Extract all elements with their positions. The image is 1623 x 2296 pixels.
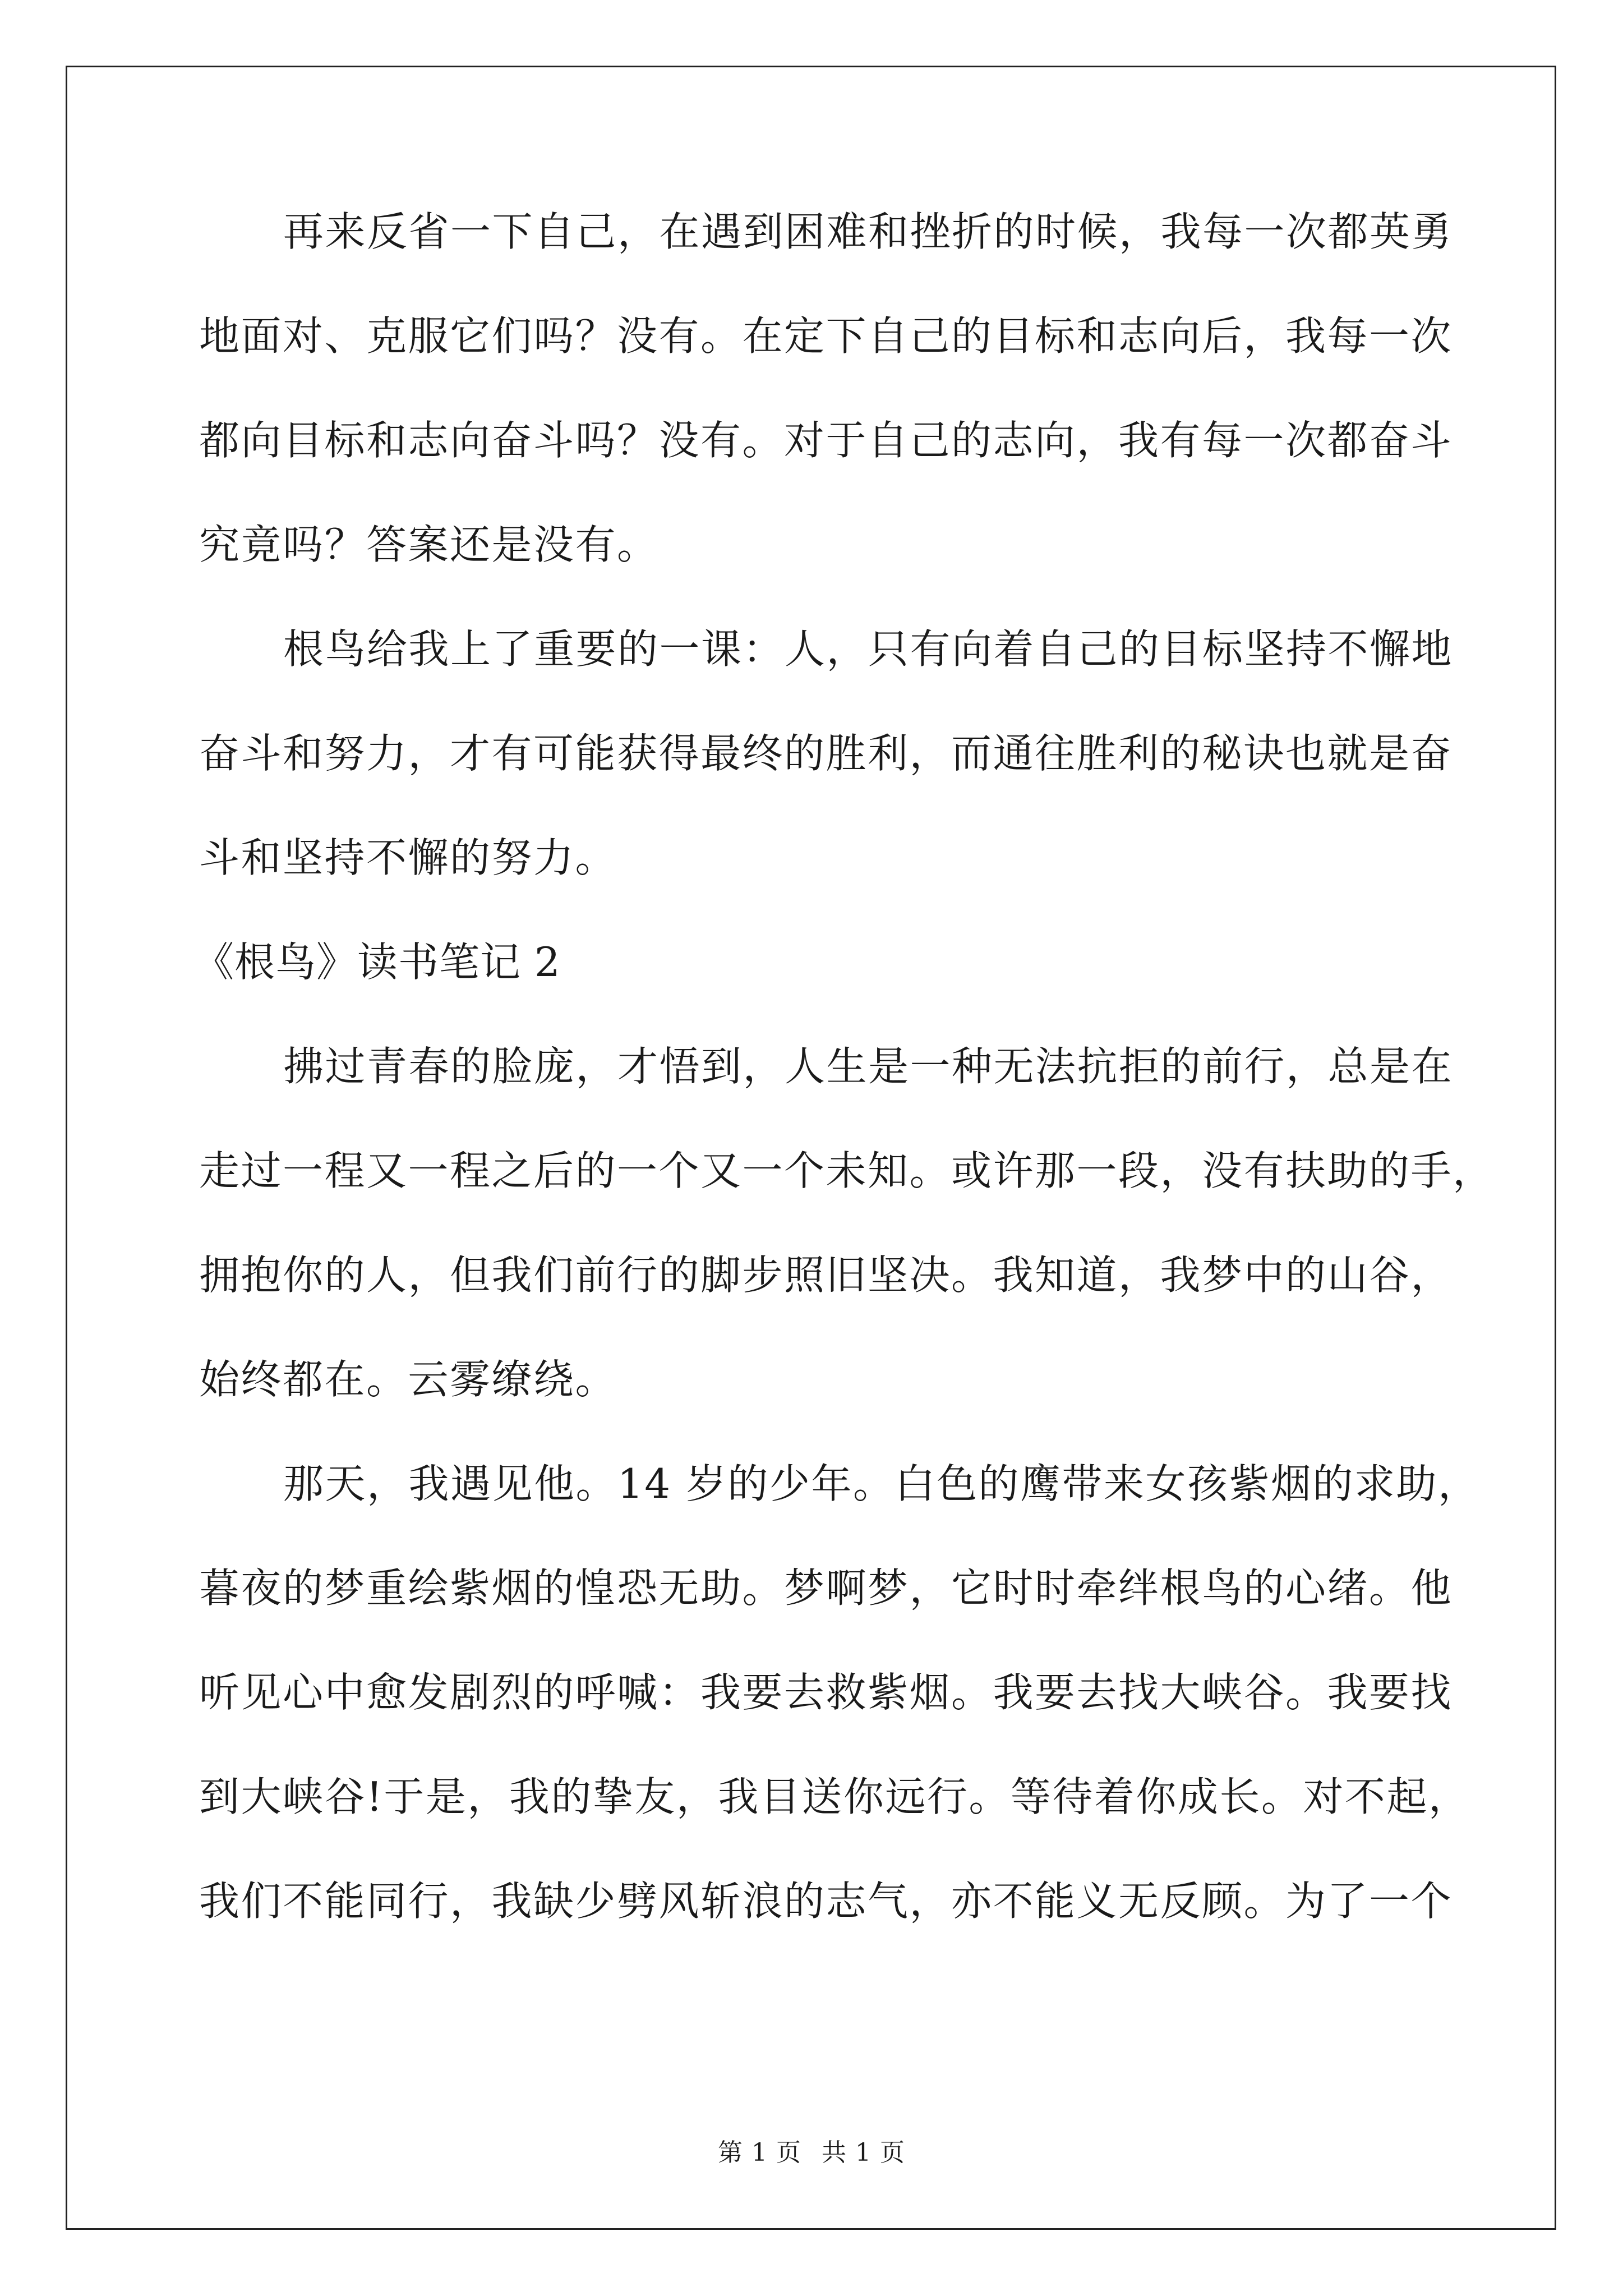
- section-heading: 《根鸟》读书笔记 2: [193, 938, 561, 986]
- document-body: [193, 204, 1495, 1977]
- paragraph-line: 走过一程又一程之后的一个又一个未知。或许那一段，没有扶助的手，: [199, 1147, 1495, 1194]
- paragraph-line: 始终都在。云雾缭绕。: [199, 1356, 617, 1403]
- paragraph-line: 那天，我遇见他。14 岁的少年。白色的鹰带来女孩紫烟的求助，: [283, 1460, 1480, 1507]
- paragraph-line: 我们不能同行，我缺少劈风斩浪的志气，亦不能义无反顾。为了一个: [199, 1878, 1453, 1925]
- page-footer: [0, 2136, 1623, 2170]
- paragraph-line: 斗和坚持不懈的努力。: [199, 834, 617, 881]
- page-number: 第 1 页: [718, 2138, 801, 2167]
- paragraph-line: 到大峡谷!于是，我的挚友，我目送你远行。等待着你成长。对不起，: [199, 1773, 1470, 1820]
- paragraph-line: 暮夜的梦重绘紫烟的惶恐无助。梦啊梦，它时时牵绊根鸟的心绪。他: [199, 1565, 1453, 1612]
- paragraph-line: 都向目标和志向奋斗吗？没有。对于自己的志向，我有每一次都奋斗: [199, 417, 1453, 464]
- paragraph-line: 根鸟给我上了重要的一课：人，只有向着自己的目标坚持不懈地: [283, 625, 1454, 673]
- paragraph-line: 听见心中愈发剧烈的呼喊：我要去救紫烟。我要去找大峡谷。我要找: [199, 1669, 1453, 1716]
- page-total: 共 1 页: [822, 2138, 905, 2167]
- paragraph-line: 奋斗和努力，才有可能获得最终的胜利，而通往胜利的秘诀也就是奋: [199, 730, 1453, 777]
- paragraph-line: 再来反省一下自己，在遇到困难和挫折的时候，我每一次都英勇: [283, 208, 1454, 255]
- paragraph-line: 拥抱你的人，但我们前行的脚步照旧坚决。我知道，我梦中的山谷，: [199, 1251, 1453, 1299]
- paragraph-line: 究竟吗？答案还是没有。: [199, 521, 659, 568]
- paragraph-line: 地面对、克服它们吗？没有。在定下自己的目标和志向后，我每一次: [199, 312, 1453, 360]
- paragraph-line: 拂过青春的脸庞，才悟到，人生是一种无法抗拒的前行，总是在: [283, 1043, 1454, 1090]
